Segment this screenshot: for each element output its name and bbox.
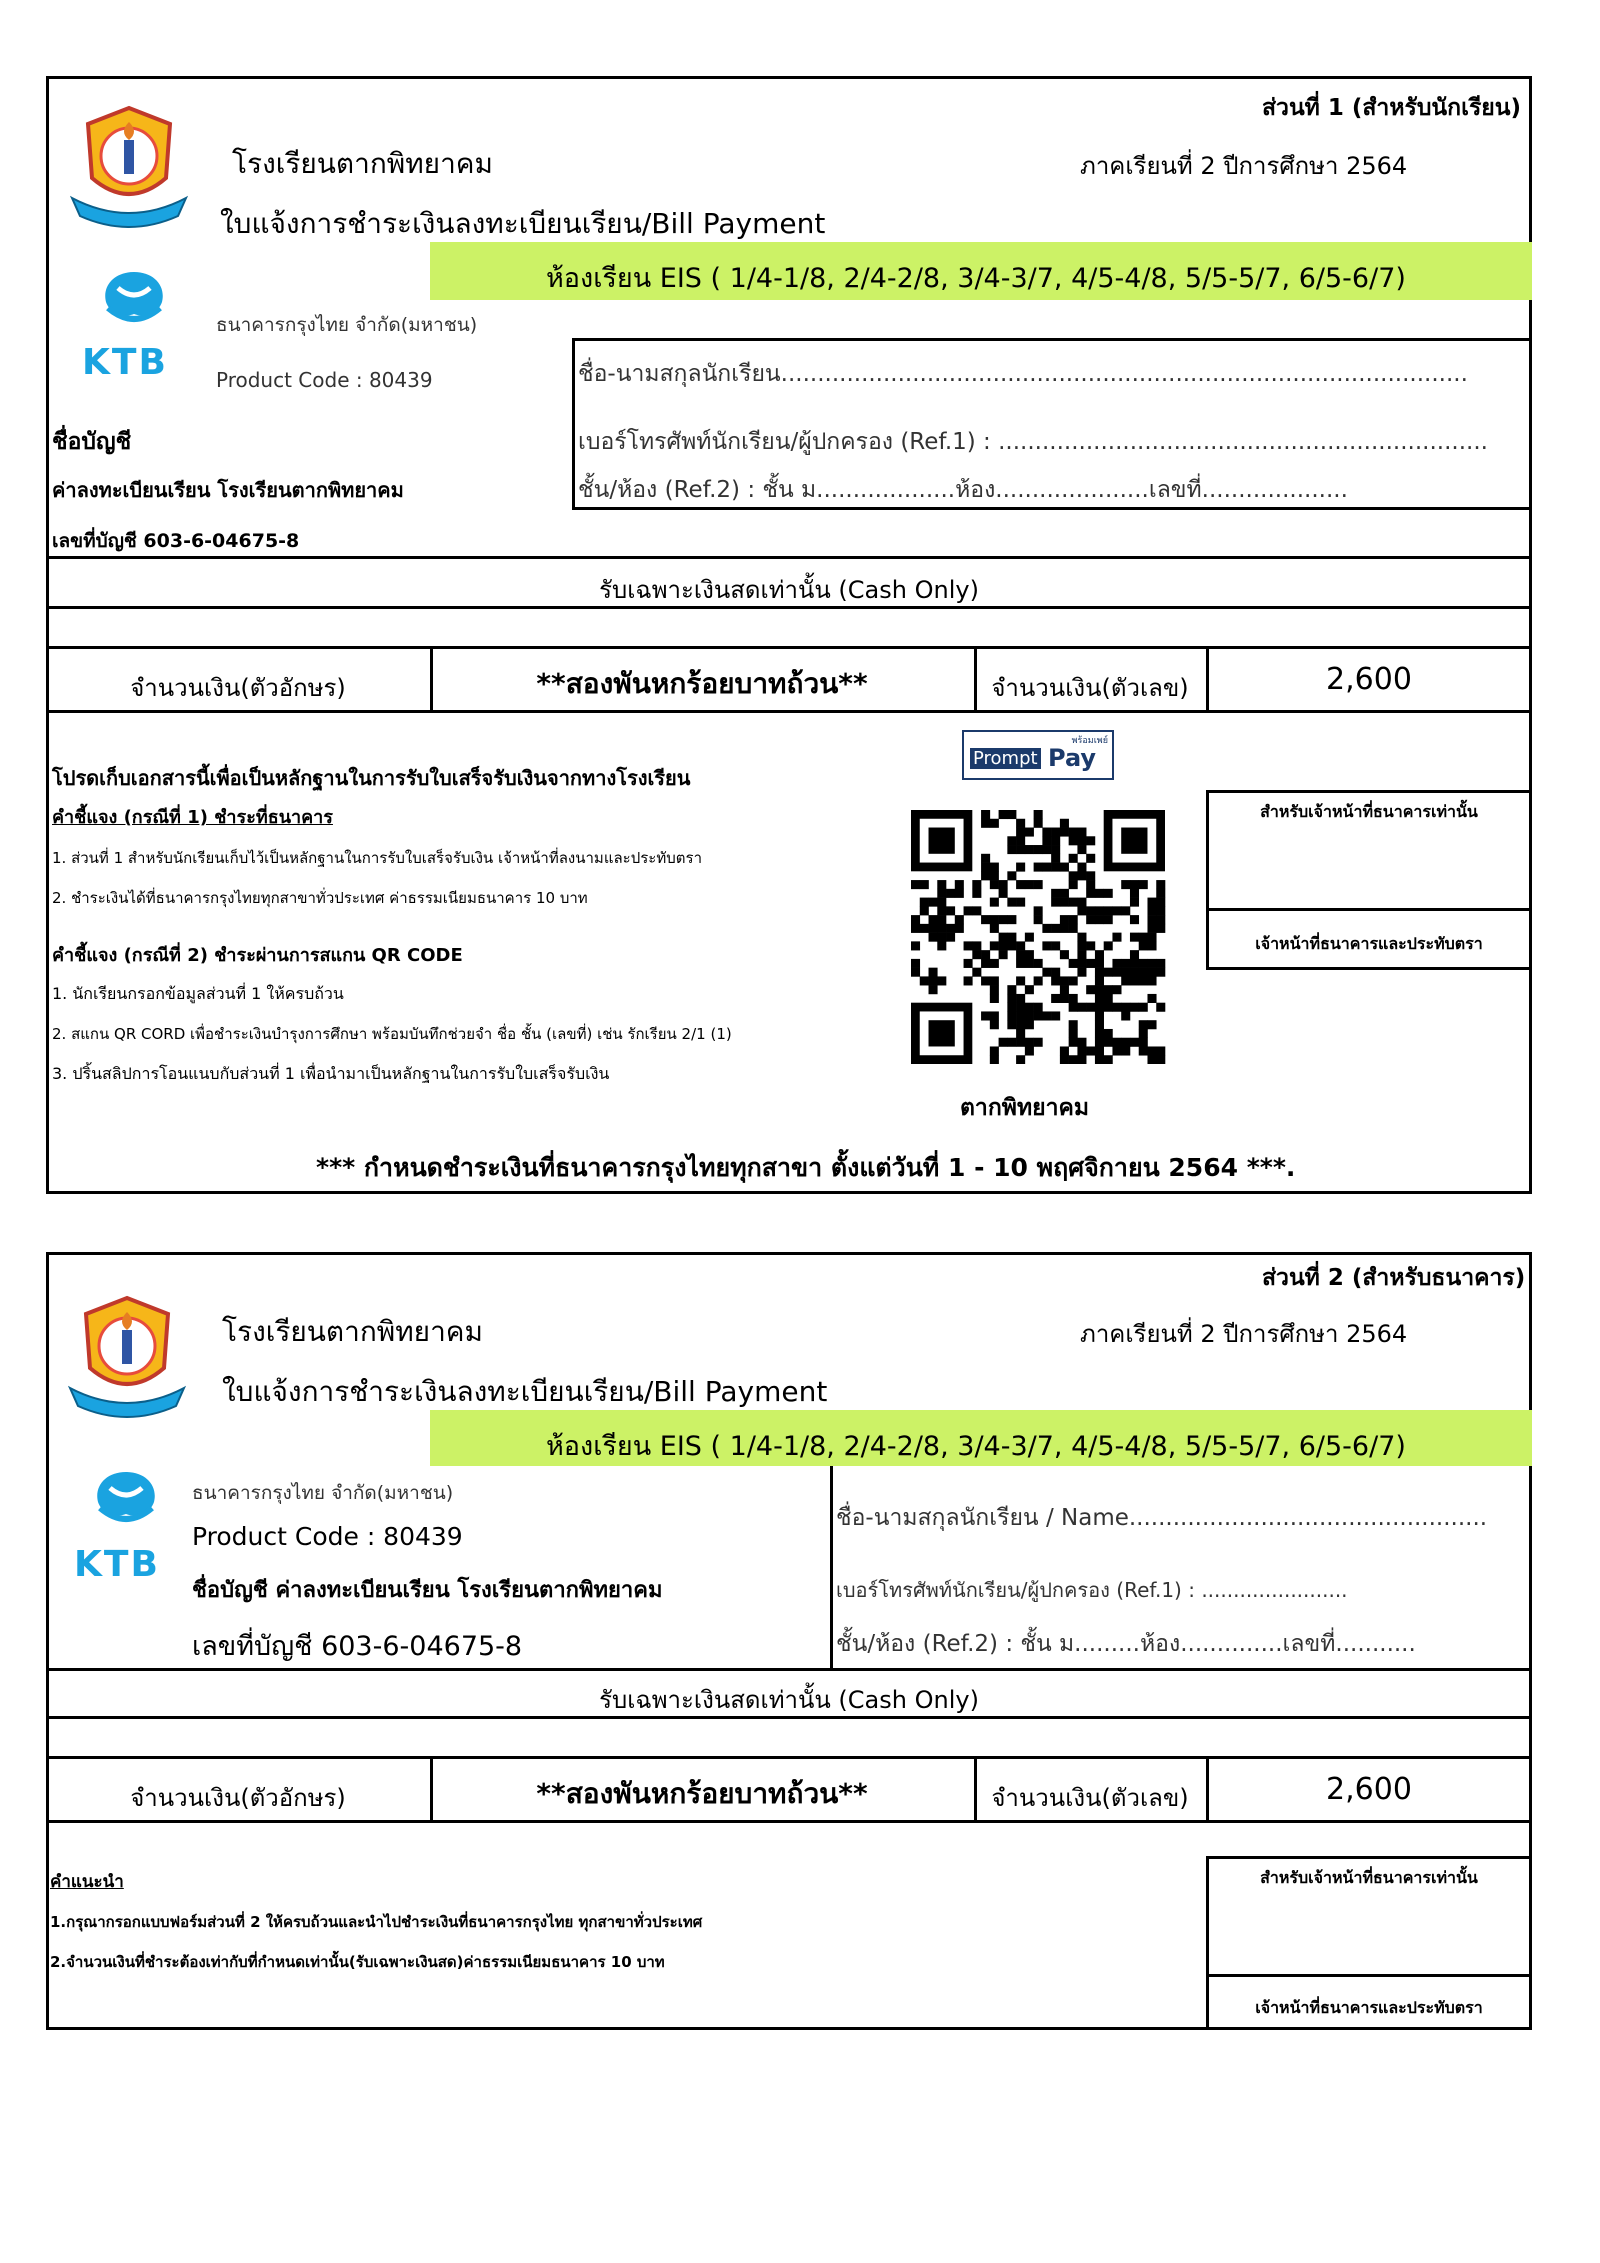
- classroom: ห้องเรียน EIS ( 1/4-1/8, 2/4-2/8, 3/4-3/7, 4/5-4/8, 5/5-5/7, 6/5-6/7): [546, 263, 1406, 294]
- account-name: ชื่อบัญชี ค่าลงทะเบียนเรียน โรงเรียนตากพิทยาคม: [192, 1578, 663, 1603]
- case2-title: คำชี้แจง (กรณีที่ 2) ชำระผ่านการสแกน QR CODE: [52, 945, 463, 966]
- bank-name: ธนาคารกรุงไทย จำกัด(มหาชน): [216, 314, 478, 336]
- product-code: Product Code : 80439: [216, 368, 433, 392]
- promptpay-logo: [962, 730, 1114, 780]
- qr-caption: ตากพิทยาคม: [960, 1095, 1090, 1121]
- part2-label: ส่วนที่ 2 (สำหรับธนาคาร): [1262, 1265, 1526, 1291]
- promptpay-small-text: พร้อมเพย์: [1071, 736, 1108, 746]
- bank-officer-only: สำหรับเจ้าหน้าที่ธนาคารเท่านั้น: [1260, 1868, 1478, 1887]
- divider: [46, 1756, 1532, 1759]
- amount-number: 2,600: [1326, 662, 1412, 697]
- case1-title: คำชี้แจง (กรณีที่ 1) ชำระที่ธนาคาร: [52, 807, 333, 828]
- payment-deadline: *** กำหนดชำระเงินที่ธนาคารกรุงไทยทุกสาขา ตั้งแต่วันที่ 1 - 10 พฤศจิกายน 2564 ***.: [316, 1153, 1296, 1182]
- bill-title: ใบแจ้งการชำระเงินลงทะเบียนเรียน/Bill Payment: [220, 207, 826, 240]
- ktb-logo-text: KTB: [82, 342, 168, 383]
- bank-officer-stamp: เจ้าหน้าที่ธนาคารและประทับตรา: [1255, 934, 1483, 953]
- divider: [1206, 908, 1532, 911]
- ktb-logo-icon: [76, 1468, 176, 1536]
- amount-number-label: จำนวนเงิน(ตัวเลข): [991, 1784, 1189, 1812]
- cash-only: รับเฉพาะเงินสดเท่านั้น (Cash Only): [599, 576, 979, 604]
- student-name-field[interactable]: ชื่อ-นามสกุลนักเรียน / Name.................................................: [836, 1505, 1488, 1531]
- school-name: โรงเรียนตากพิทยาคม: [232, 147, 493, 180]
- divider: [46, 556, 1532, 559]
- bank-name: ธนาคารกรุงไทย จำกัด(มหาชน): [192, 1482, 454, 1504]
- divider: [46, 710, 1532, 713]
- class-field[interactable]: ชั้น/ห้อง (Ref.2) : ชั้น ม.........ห้อง..............เลขที่...........: [836, 1631, 1416, 1657]
- divider: [46, 1716, 1532, 1719]
- keep-note: โปรดเก็บเอกสารนี้เพื่อเป็นหลักฐานในการรับใบเสร็จรับเงินจากทางโรงเรียน: [52, 766, 691, 790]
- account-number: เลขที่บัญชี 603-6-04675-8: [192, 1631, 523, 1662]
- account-name: ค่าลงทะเบียนเรียน โรงเรียนตากพิทยาคม: [52, 478, 404, 502]
- amount-text: **สองพันหกร้อยบาทถ้วน**: [536, 667, 868, 700]
- ktb-logo-text: KTB: [74, 1544, 160, 1585]
- qr-code[interactable]: [900, 810, 1176, 1064]
- case2-item: 1. นักเรียนกรอกข้อมูลส่วนที่ 1 ให้ครบถ้วน: [52, 984, 344, 1003]
- divider: [46, 1668, 1532, 1671]
- amount-text: **สองพันหกร้อยบาทถ้วน**: [536, 1777, 868, 1810]
- school-crest-icon: [66, 100, 192, 230]
- advice-title: คำแนะนำ: [50, 1872, 124, 1892]
- cash-only: รับเฉพาะเงินสดเท่านั้น (Cash Only): [599, 1686, 979, 1714]
- amount-text-label: จำนวนเงิน(ตัวอักษร): [130, 674, 346, 702]
- case1-item: 2. ชำระเงินได้ที่ธนาคารกรุงไทยทุกสาขาทั่วประเทศ ค่าธรรมเนียมธนาคาร 10 บาท: [52, 889, 588, 907]
- advice-item: 1.กรุณากรอกแบบฟอร์มส่วนที่ 2 ให้ครบถ้วนและนำไปชำระเงินที่ธนาคารกรุงไทย ทุกสาขาทั่วประเทศ: [50, 1913, 703, 1931]
- ktb-logo-icon: [84, 268, 184, 336]
- amount-text-label: จำนวนเงิน(ตัวอักษร): [130, 1784, 346, 1812]
- case2-item: 2. สแกน QR CORD เพื่อชำระเงินบำรุงการศึกษา พร้อมบันทึกช่วยจำ ชื่อ ชั้น (เลขที่) เช่น รักเรียน 2/1 (1): [52, 1025, 732, 1043]
- bank-officer-stamp: เจ้าหน้าที่ธนาคารและประทับตรา: [1255, 1998, 1483, 2017]
- phone-field[interactable]: เบอร์โทรศัพท์นักเรียน/ผู้ปกครอง (Ref.1) : ...................................................................: [578, 429, 1488, 455]
- promptpay-prompt: Prompt: [970, 748, 1041, 769]
- student-name-field[interactable]: ชื่อ-นามสกุลนักเรียน..............................................................................................: [578, 361, 1468, 387]
- advice-item: 2.จำนวนเงินที่ชำระต้องเท่ากับที่กำหนดเท่านั้น(รับเฉพาะเงินสด)ค่าธรรมเนียมธนาคาร 10 บาท: [50, 1953, 665, 1971]
- account-number: เลขที่บัญชี 603-6-04675-8: [52, 530, 300, 552]
- phone-field[interactable]: เบอร์โทรศัพท์นักเรียน/ผู้ปกครอง (Ref.1) : .......................: [836, 1578, 1348, 1602]
- part1-label: ส่วนที่ 1 (สำหรับนักเรียน): [1262, 95, 1522, 121]
- account-name-label: ชื่อบัญชี: [52, 429, 132, 455]
- product-code: Product Code : 80439: [192, 1522, 463, 1551]
- class-field[interactable]: ชั้น/ห้อง (Ref.2) : ชั้น ม...................ห้อง.....................เลขที่....................: [578, 477, 1348, 503]
- case2-item: 3. ปริ้นสลิปการโอนแนบกับส่วนที่ 1 เพื่อนำมาเป็นหลักฐานในการรับใบเสร็จรับเงิน: [52, 1064, 610, 1083]
- case1-item: 1. ส่วนที่ 1 สำหรับนักเรียนเก็บไว้เป็นหลักฐานในการรับใบเสร็จรับเงิน เจ้าหน้าที่ลงนามและประทับตรา: [52, 849, 702, 867]
- divider: [1206, 1974, 1532, 1977]
- divider: [46, 1820, 1532, 1823]
- bill-title: ใบแจ้งการชำระเงินลงทะเบียนเรียน/Bill Payment: [222, 1375, 828, 1408]
- bank-officer-only: สำหรับเจ้าหน้าที่ธนาคารเท่านั้น: [1260, 802, 1478, 821]
- school-crest-icon: [64, 1290, 190, 1420]
- school-name: โรงเรียนตากพิทยาคม: [222, 1315, 483, 1348]
- amount-number-label: จำนวนเงิน(ตัวเลข): [991, 674, 1189, 702]
- divider: [46, 646, 1532, 649]
- divider: [830, 1466, 833, 1668]
- divider: [46, 606, 1532, 609]
- promptpay-pay: Pay: [1048, 744, 1097, 772]
- classroom: ห้องเรียน EIS ( 1/4-1/8, 2/4-2/8, 3/4-3/7, 4/5-4/8, 5/5-5/7, 6/5-6/7): [546, 1431, 1406, 1462]
- amount-number: 2,600: [1326, 1772, 1412, 1807]
- semester: ภาคเรียนที่ 2 ปีการศึกษา 2564: [1080, 152, 1408, 180]
- semester: ภาคเรียนที่ 2 ปีการศึกษา 2564: [1080, 1320, 1408, 1348]
